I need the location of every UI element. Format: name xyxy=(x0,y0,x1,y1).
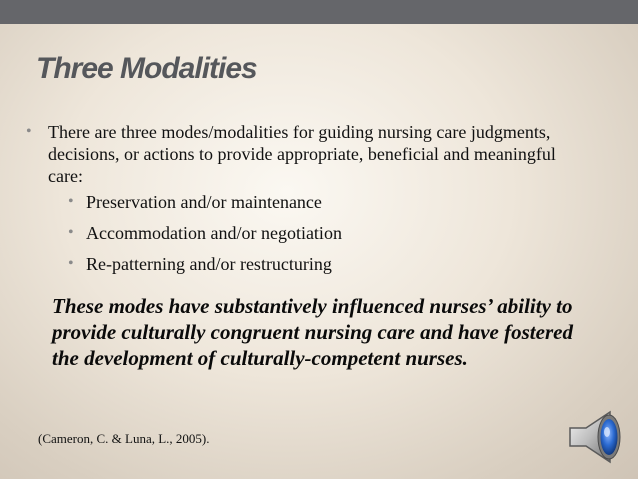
emphasis-statement: These modes have substantively influenced nurses’ ability to provide culturally congruent nursing care and have fostered the development of culturally-competent nurses. xyxy=(52,294,573,370)
speaker-graphic xyxy=(566,408,626,466)
sub-bullet-repatterning xyxy=(48,253,586,275)
sub-bullet-text: Accommodation and/or negotiation xyxy=(86,223,342,243)
main-bullet xyxy=(26,121,586,275)
sub-bullet-list xyxy=(48,191,586,275)
sub-bullet-text: Re-patterning and/or restructuring xyxy=(86,254,332,274)
main-bullet-text: There are three modes/modalities for guiding nursing care judgments, decisions, or actions to provide appropriate, beneficial and meaningful care: xyxy=(48,122,556,186)
citation: (Cameron, C. & Luna, L., 2005). xyxy=(38,431,210,446)
sub-bullet-text: Preservation and/or maintenance xyxy=(86,192,322,212)
bullet-list xyxy=(26,121,586,284)
top-bar xyxy=(0,0,638,24)
bullet-dot-icon: • xyxy=(68,224,74,241)
sub-bullet-accommodation xyxy=(48,222,586,244)
bullet-dot-icon: • xyxy=(26,123,32,140)
sub-bullet-preservation xyxy=(48,191,586,213)
bullet-dot-icon: • xyxy=(68,193,74,210)
slide-title: Three Modalities xyxy=(36,52,257,85)
bullet-dot-icon: • xyxy=(68,255,74,272)
speaker-icon[interactable] xyxy=(566,408,626,466)
